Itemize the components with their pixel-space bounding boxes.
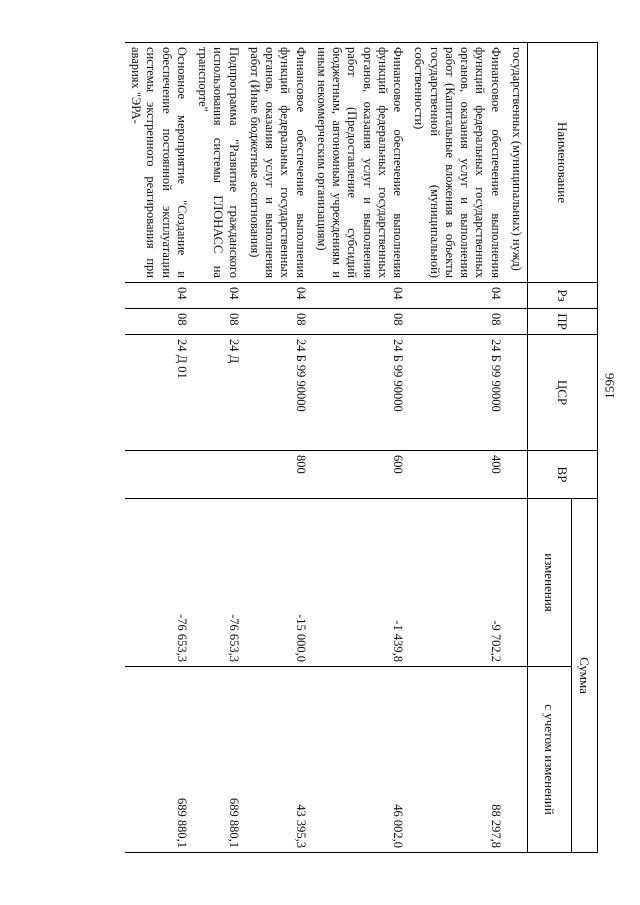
row-with-changes: 689 880,1: [192, 667, 244, 853]
header-sum: Сумма: [572, 499, 598, 853]
header-pr: ПР: [528, 309, 598, 335]
table-row: [192, 43, 244, 853]
row-pr: 08: [244, 309, 311, 335]
header-csr: ЦСР: [528, 335, 598, 451]
table-row: [125, 43, 192, 853]
continuation-text: государственных (муниципальных) нужд): [506, 43, 528, 283]
row-changes: -9 702,2: [408, 499, 506, 667]
row-vr: [125, 451, 192, 499]
row-changes: -1 439,8: [311, 499, 409, 667]
row-changes: -15 000,0: [244, 499, 311, 667]
header-changes: изменения: [528, 499, 572, 667]
row-with-changes: 43 395,3: [244, 667, 311, 853]
page-number: 1596: [602, 373, 617, 399]
row-changes: -76 653,3: [192, 499, 244, 667]
row-pr: 08: [192, 309, 244, 335]
header-with-changes: с учетом изменений: [528, 667, 572, 853]
row-name: Финансовое обеспечение выполнения функций федеральных государственных органов, оказания услуг и выполнения работ (Капитальные вложения в объекты государственной (муниципальной) собственности): [408, 43, 506, 283]
row-vr: [192, 451, 244, 499]
budget-table: [125, 42, 598, 853]
row-changes: -76 653,3: [125, 499, 192, 667]
row-vr: 800: [244, 451, 311, 499]
row-rz: 04: [192, 283, 244, 309]
continuation-row: [506, 43, 528, 853]
row-pr: 08: [311, 309, 409, 335]
row-name: Основное мероприятие "Создание и обеспечение постоянной эксплуатации системы экстренного реагирования при авариях "ЭРА-: [125, 43, 192, 283]
header-rz: Рз: [528, 283, 598, 309]
header-vr: ВР: [528, 451, 598, 499]
row-csr: 24 Д: [192, 335, 244, 451]
row-csr: 24 Б 99 90000: [311, 335, 409, 451]
row-rz: 04: [125, 283, 192, 309]
table-header: [528, 43, 598, 853]
row-rz: 04: [244, 283, 311, 309]
row-vr: 600: [311, 451, 409, 499]
table-row: [311, 43, 409, 853]
row-vr: 400: [408, 451, 506, 499]
row-name: Финансовое обеспечение выполнения функций федеральных государственных органов, оказания услуг и выполнения работ (Иные бюджетные ассигнования): [244, 43, 311, 283]
row-with-changes: 46 002,0: [311, 667, 409, 853]
row-name: Финансовое обеспечение выполнения функций федеральных государственных органов, оказания услуг и выполнения работ (Предоставление субсидий бюджетным, автономным учреждениям и иным некоммерческим организациям): [311, 43, 409, 283]
row-pr: 08: [408, 309, 506, 335]
row-name: Подпрограмма "Развитие гражданского использования системы ГЛОНАСС на транспорте": [192, 43, 244, 283]
table-row: [408, 43, 506, 853]
row-csr: 24 Б 99 90000: [408, 335, 506, 451]
row-csr: 24 Б 99 90000: [244, 335, 311, 451]
row-pr: 08: [125, 309, 192, 335]
table-row: [244, 43, 311, 853]
table-body: [125, 43, 528, 853]
row-with-changes: 689 880,1: [125, 667, 192, 853]
row-rz: 04: [408, 283, 506, 309]
rotated-table-stage: [53, 42, 598, 852]
row-rz: 04: [311, 283, 409, 309]
row-with-changes: 88 297,8: [408, 667, 506, 853]
row-csr: 24 Д 01: [125, 335, 192, 451]
header-name: Наименование: [528, 43, 598, 283]
